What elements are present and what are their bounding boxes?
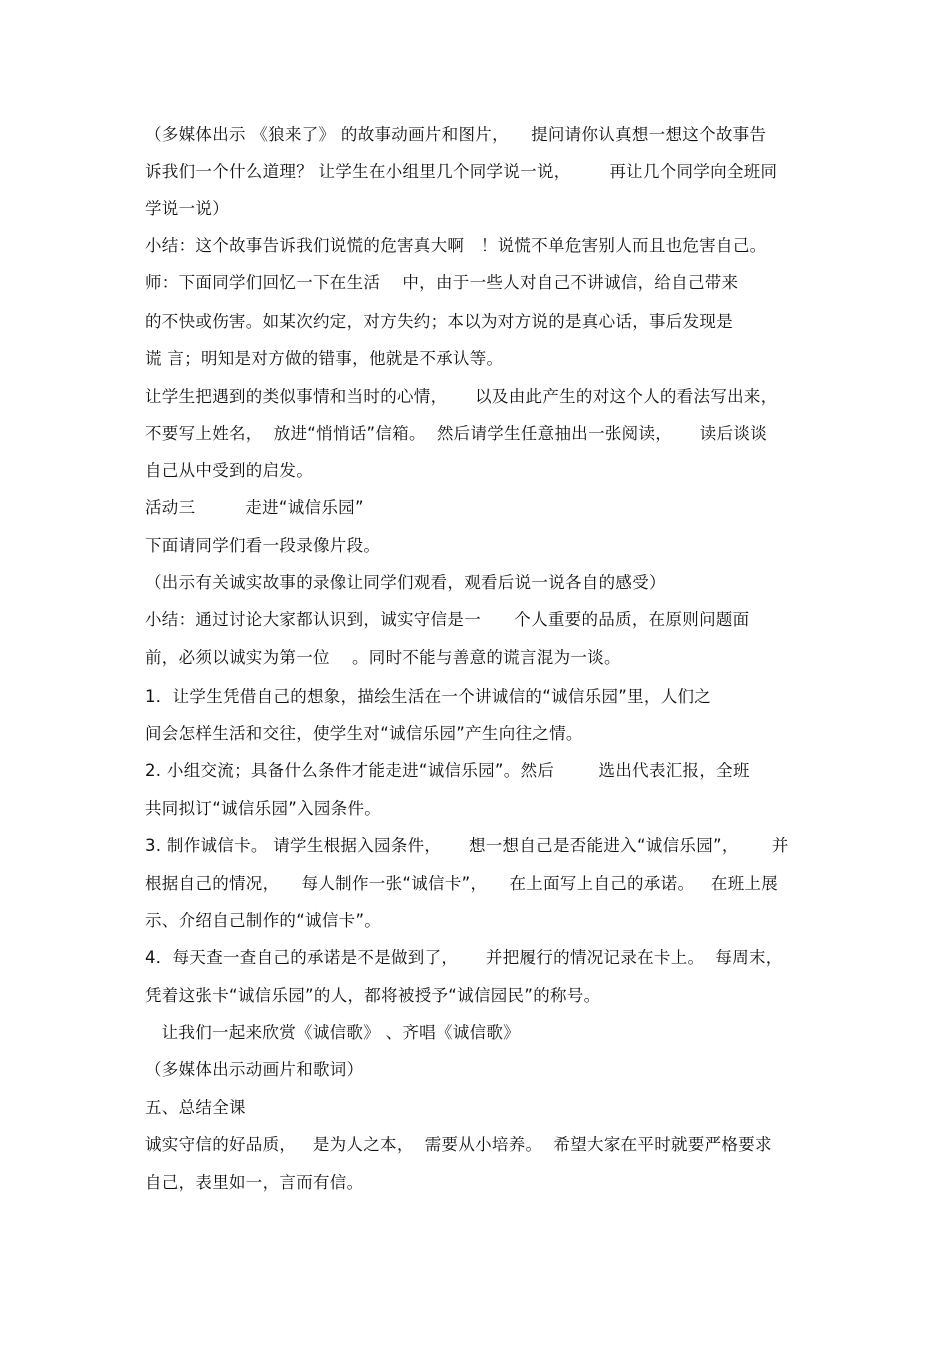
text-line: 前，必须以诚实为第一位 。同时不能与善意的谎言混为一谈。 <box>145 648 621 667</box>
text-line: 共同拟订“诚信乐园”入园条件。 <box>145 799 382 818</box>
text-line: 自己，表里如一，言而有信。 <box>145 1173 364 1192</box>
text-line: 诚实守信的好品质， 是为人之本， 需要从小培养。 希望大家在平时就要严格要求 <box>145 1135 772 1154</box>
text-line: 活动三 走进“诚信乐园” <box>145 498 364 517</box>
text-line: 让我们一起来欣赏《诚信歌》 、齐唱《诚信歌》 <box>145 1023 520 1042</box>
text-line: 下面请同学们看一段录像片段。 <box>145 536 381 555</box>
text-line: 谎 言；明知是对方做的错事，他就是不承认等。 <box>145 349 504 368</box>
text-line: （多媒体出示 《狼来了》 的故事动画片和图片， 提问请你认真想一想这个故事告 <box>145 125 767 144</box>
text-line: 小结：通过讨论大家都认识到，诚实守信是一 个人重要的品质，在原则问题面 <box>145 610 750 629</box>
text-line: 让学生把遇到的类似事情和当时的心情， 以及由此产生的对这个人的看法写出来， <box>145 387 778 406</box>
text-line: 根据自己的情况， 每人制作一张“诚信卡”， 在上面写上自己的承诺。 在班上展 <box>145 874 779 893</box>
text-line: 2. 小组交流；具备什么条件才能走进“诚信乐园”。然后 选出代表汇报，全班 <box>145 761 750 780</box>
text-line: （出示有关诚实故事的录像让同学们观看，观看后说一说各自的感受） <box>145 573 666 592</box>
text-line: 学说一说） <box>145 199 229 218</box>
text-line: 凭着这张卡“诚信乐园”的人，都将被授予“诚信园民”的称号。 <box>145 986 601 1005</box>
text-line: 诉我们一个什么道理？ 让学生在小组里几个同学说一说， 再让几个同学向全班同 <box>145 162 778 181</box>
text-line: 师：下面同学们回忆一下在生活 中，由于一些人对自己不讲诚信，给自己带来 <box>145 273 739 292</box>
text-line: 3. 制作诚信卡。 请学生根据入园条件， 想一想自己是否能进入“诚信乐园”， 并 <box>145 836 789 855</box>
text-line: 不要写上姓名， 放进“悄悄话”信箱。 然后请学生任意抽出一张阅读， 读后谈谈 <box>145 424 767 443</box>
text-line: 小结：这个故事告诉我们说慌的危害真大啊 ！说慌不单危害别人而且也危害自己。 <box>145 236 767 255</box>
text-line: 五、总结全课 <box>145 1098 246 1117</box>
text-line: 自己从中受到的启发。 <box>145 461 313 480</box>
text-line: 1．让学生凭借自己的想象，描绘生活在一个讲诚信的“诚信乐园”里，人们之 <box>145 687 712 706</box>
text-line: （多媒体出示动画片和歌词） <box>145 1060 364 1079</box>
text-line: 的不快或伤害。如某次约定，对方失约；本以为对方说的是真心话，事后发现是 <box>145 312 733 331</box>
text-line: 4．每天查一查自己的承诺是不是做到了， 并把履行的情况记录在卡上。 每周末， <box>145 948 783 967</box>
text-line: 示、介绍自己制作的“诚信卡”。 <box>145 911 382 930</box>
text-line: 间会怎样生活和交往，使学生对“诚信乐园”产生向往之情。 <box>145 724 583 743</box>
